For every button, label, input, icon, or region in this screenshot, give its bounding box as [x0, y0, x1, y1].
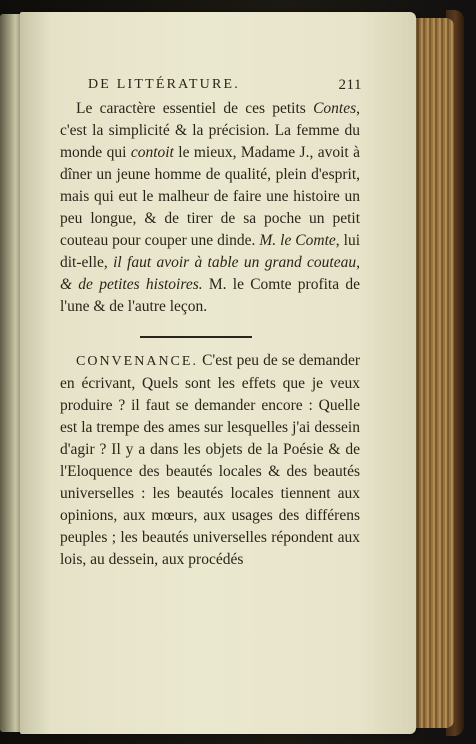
page-text-block — [60, 72, 360, 571]
paragraph-text: M. le Comte profita de l'une & de l'autre leçon. — [60, 276, 360, 315]
paragraph-text: le mieux, Madame J., avoit à dîner un jeune homme de qualité, plein d'esprit, mais qui eut le malheur de faire une histoire un peu longue, & de tirer de sa poche un petit couteau pour couper une dinde. — [60, 144, 360, 249]
page-number: 211 — [338, 77, 362, 93]
paragraph-contes — [60, 98, 360, 318]
running-header — [60, 72, 360, 94]
book-fore-edge — [414, 18, 454, 728]
italic-quote: il faut avoir à table un grand couteau, & de petites histoires. — [60, 254, 360, 293]
italic-quote: M. le Comte — [259, 232, 336, 249]
paragraph-text: , lui dit-elle, — [60, 232, 360, 271]
running-title: DE LITTÉRATURE. — [88, 77, 240, 92]
paragraph-text: Le caractère essentiel de ces petits — [76, 100, 314, 117]
paragraph-text: , c'est la simplicité & la précision. La femme du monde qui — [60, 100, 360, 161]
italic-term: contoit — [130, 144, 174, 161]
italic-term: Contes — [313, 100, 357, 117]
book-gutter-edge — [0, 14, 22, 732]
entry-heading: CONVENANCE. — [76, 354, 198, 369]
paragraph-convenance — [60, 350, 360, 571]
section-divider — [140, 336, 252, 338]
paragraph-text: C'est peu de se demander en écrivant, Quels sont les effets que je veux produire ? il faut se demander encore : Quelle est la trempe des ames sur lesquelles j'ai dessein d'agir ? Il y a dans les objets de la Poésie & de l'Eloquence des beautés locales & des beautés universelles : les beautés locales tiennent aux opinions, aux mœurs, aux usages des différens peuples ; les beautés universelles répondent aux lois, au dessein, aux procédés — [60, 352, 360, 568]
